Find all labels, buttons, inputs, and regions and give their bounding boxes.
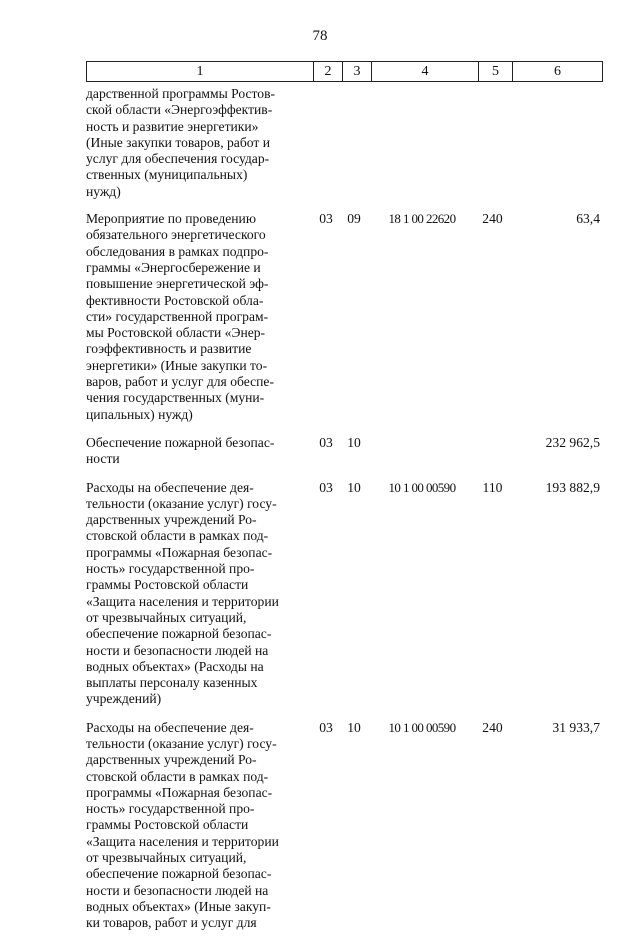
row-subsection: 10 bbox=[347, 719, 361, 735]
row-amount: 31 933,7 bbox=[552, 719, 600, 735]
table-header bbox=[86, 61, 603, 82]
row-section bbox=[312, 86, 340, 200]
row-amount bbox=[509, 86, 606, 200]
row-target-code: 10 1 00 00590 bbox=[388, 479, 456, 495]
row-expense-type bbox=[476, 86, 509, 200]
row-expense-type: 240 bbox=[482, 719, 503, 735]
row-target-code: 18 1 00 22620 bbox=[388, 211, 456, 227]
table-row bbox=[86, 86, 606, 200]
row-description: дарственной программы Ростов- ской области «Энергоэффектив- ность и развитие энергетики» (Иные закупки товаров, работ и услуг для обеспечения государ- ственных (муниципальных) нужд) bbox=[86, 86, 276, 199]
row-amount: 232 962,5 bbox=[545, 434, 600, 450]
row-description: Расходы на обеспечение дея- тельности (оказание услуг) госу- дарственных учреждений Ро- стовской области в рамках под- программы «Пожарная безопас- ность» государственной про- граммы Ростовской области «Защита населения и территории от чрезвычайных ситуаций, обеспечение пожарной безопас- ности и безопасности людей на водных объектах» (Иные закуп- ки товаров, работ и услуг для bbox=[86, 719, 279, 931]
row-description: Обеспечение пожарной безопас- ности bbox=[86, 434, 275, 467]
row-target-code bbox=[368, 435, 476, 468]
row-section: 03 bbox=[319, 719, 333, 735]
row-expense-type: 110 bbox=[482, 479, 503, 495]
table-row bbox=[86, 720, 606, 932]
row-subsection: 10 bbox=[347, 479, 361, 495]
row-target-code: 10 1 00 00590 bbox=[388, 719, 456, 735]
row-expense-type bbox=[476, 435, 509, 468]
table-body bbox=[86, 86, 606, 944]
column-header-5: 5 bbox=[479, 62, 513, 81]
column-header-6: 6 bbox=[554, 64, 561, 79]
row-amount: 193 882,9 bbox=[545, 479, 600, 495]
row-subsection: 10 bbox=[347, 434, 361, 450]
table-row bbox=[86, 435, 606, 468]
column-header-2: 2 bbox=[314, 62, 343, 81]
page-number: 78 bbox=[312, 28, 328, 44]
column-header-3: 3 bbox=[343, 62, 372, 81]
row-target-code bbox=[368, 86, 476, 200]
table-row bbox=[86, 480, 606, 708]
column-header-1: 1 bbox=[87, 62, 314, 81]
row-description: Расходы на обеспечение дея- тельности (оказание услуг) госу- дарственных учреждений Ро- стовской области в рамках под- программы «Пожарная безопас- ность» государственной про- граммы Ростовской области «Защита населения и территории от чрезвычайных ситуаций, обеспечение пожарной безопас- ности и безопасности людей на водных объектах» (Расходы на выплаты персоналу казенных учреждений) bbox=[86, 479, 279, 707]
column-header-4: 4 bbox=[372, 62, 479, 81]
table-row bbox=[86, 211, 606, 423]
row-section: 03 bbox=[319, 211, 333, 227]
row-amount: 63,4 bbox=[576, 211, 600, 227]
row-description: Мероприятие по проведению обязательного энергетического обследования в рамках подпро- граммы «Энергосбережение и повышение энергетической эф- фективности Ростовской обла- сти» государственной програм- мы Ростовской области «Энер- гоэффективность и развитие энергетики» (Иные закупки то- варов, работ и услуг для обеспе- чения государственных (муни- ципальных) нужд) bbox=[86, 211, 274, 422]
row-subsection bbox=[340, 86, 368, 200]
row-section: 03 bbox=[319, 434, 333, 450]
row-expense-type: 240 bbox=[482, 211, 503, 227]
row-section: 03 bbox=[319, 479, 333, 495]
row-subsection: 09 bbox=[347, 211, 361, 227]
